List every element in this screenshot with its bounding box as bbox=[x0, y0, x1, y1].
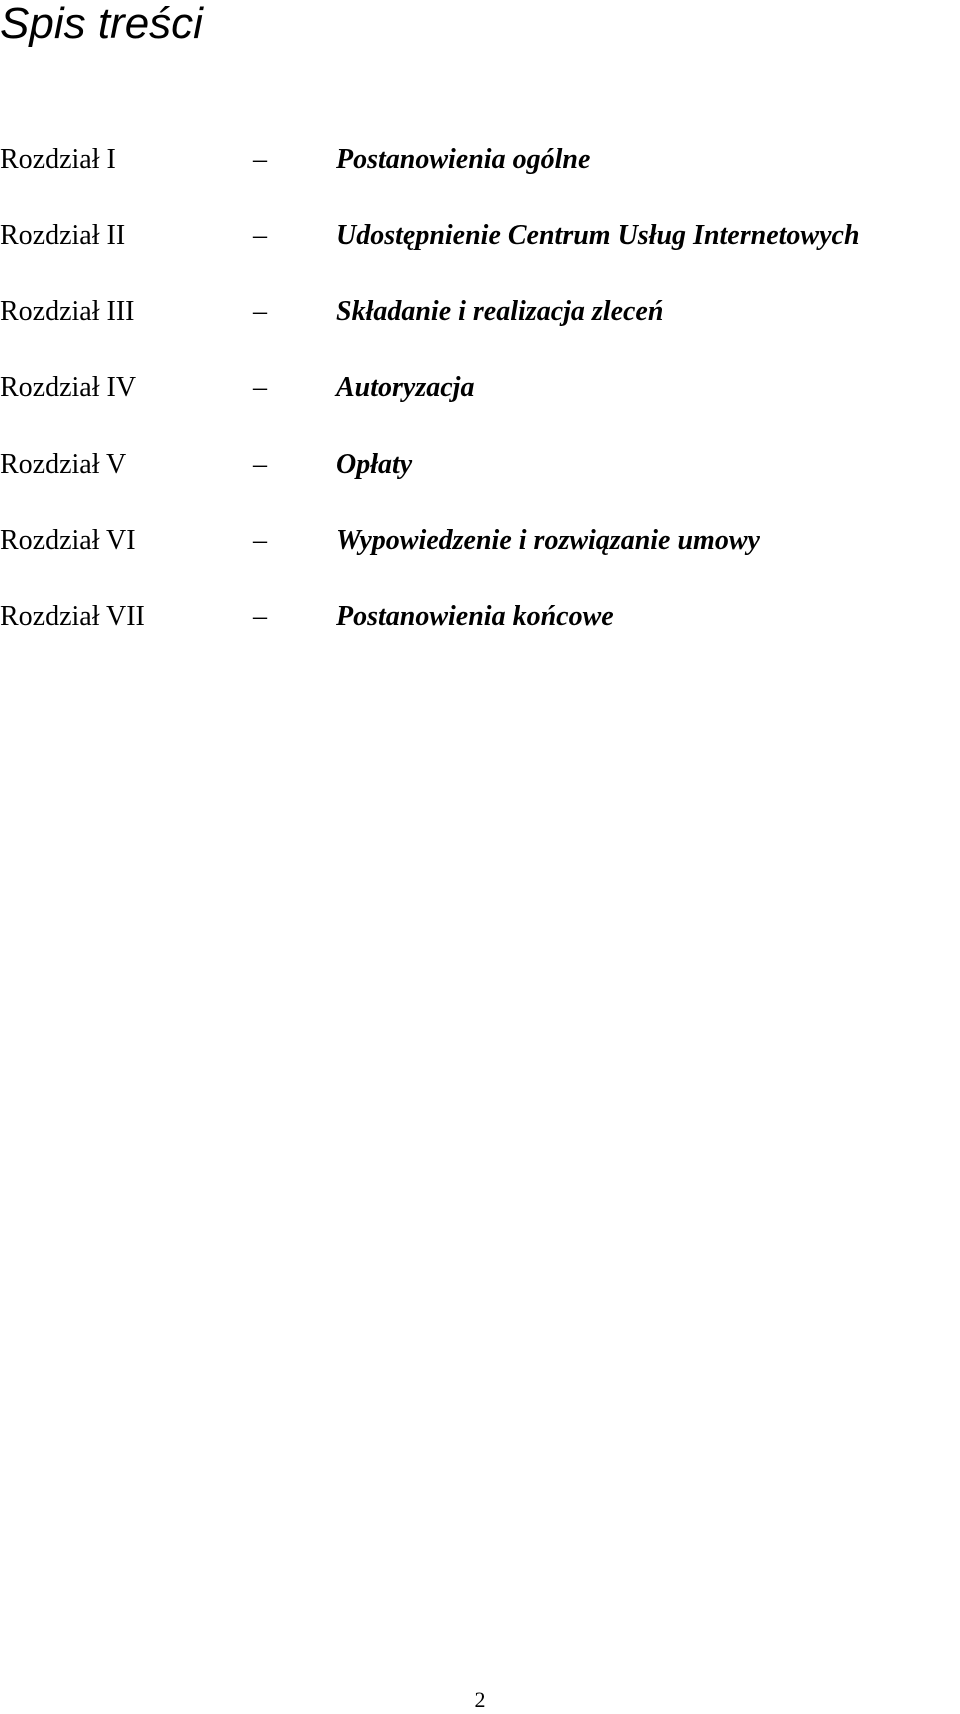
chapter-number: Rozdział V bbox=[0, 449, 127, 480]
chapter-heading: Autoryzacja bbox=[336, 372, 475, 403]
page-number: 2 bbox=[474, 1687, 486, 1712]
chapter-number: Rozdział VI bbox=[0, 525, 136, 556]
dash-separator: – bbox=[253, 372, 267, 403]
chapter-heading: Wypowiedzenie i rozwiązanie umowy bbox=[336, 525, 760, 556]
toc-entry bbox=[0, 216, 960, 256]
dash-separator: – bbox=[253, 525, 267, 556]
chapter-heading: Postanowienia końcowe bbox=[336, 601, 614, 632]
toc-entry bbox=[0, 597, 960, 637]
toc-entry bbox=[0, 368, 960, 408]
chapter-number: Rozdział VII bbox=[0, 601, 145, 632]
dash-separator: – bbox=[253, 449, 267, 480]
dash-separator: – bbox=[253, 144, 267, 175]
page-title: Spis treści bbox=[0, 0, 203, 48]
chapter-heading: Opłaty bbox=[336, 449, 413, 480]
chapter-heading: Postanowienia ogólne bbox=[336, 144, 591, 175]
toc-entry bbox=[0, 445, 960, 485]
toc-entry bbox=[0, 140, 960, 180]
chapter-number: Rozdział III bbox=[0, 296, 135, 327]
dash-separator: – bbox=[253, 296, 267, 327]
dash-separator: – bbox=[253, 220, 267, 251]
chapter-number: Rozdział II bbox=[0, 220, 126, 251]
toc-entry bbox=[0, 521, 960, 561]
chapter-heading: Składanie i realizacja zleceń bbox=[336, 296, 664, 327]
chapter-number: Rozdział I bbox=[0, 144, 116, 175]
chapter-number: Rozdział IV bbox=[0, 372, 137, 403]
dash-separator: – bbox=[253, 601, 267, 632]
toc-entry bbox=[0, 292, 960, 332]
chapter-heading: Udostępnienie Centrum Usług Internetowych bbox=[336, 220, 860, 251]
